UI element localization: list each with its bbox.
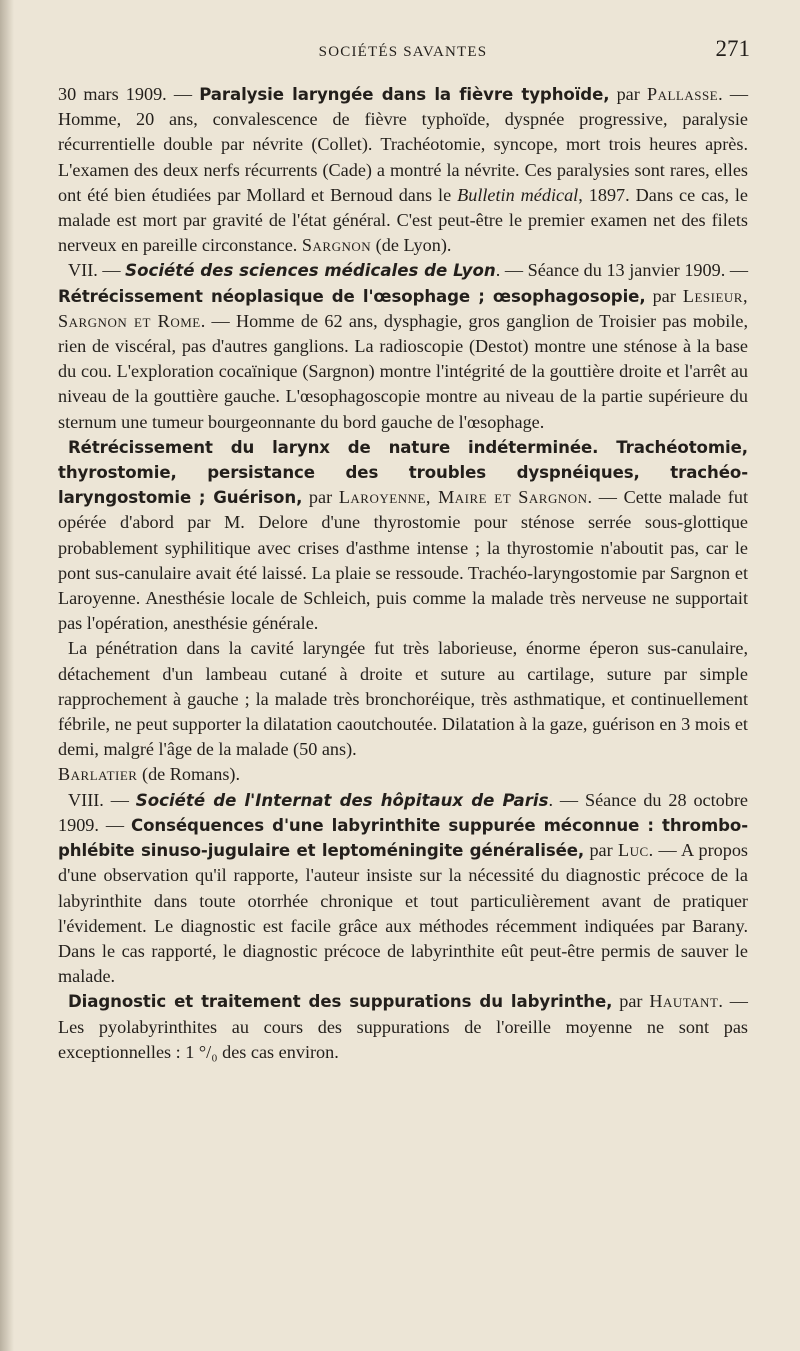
entry-text: . — Homme de 62 ans, dysphagie, gros ganglion de Troisier pas mobile, rien de viscéral, pas d'autres ganglions. La radioscopie (Destot) montre une sténose à la base du cou. L'exploration cocaïnique (Sargnon) montre l'intégrité de la gouttière droite et l'arrêt au niveau de la gouttière gauche. L'œsophagoscopie montre au niveau de la partie supérieure du sternum une tumeur bourgeonnante du bord gauche de l'œsophage. bbox=[58, 310, 748, 432]
paragraph-penetration bbox=[58, 636, 748, 762]
section-number: VII. — bbox=[68, 260, 126, 281]
page-edge-shadow bbox=[0, 0, 14, 1351]
entry-text: , 1897. Dans ce cas, le malade est mort par gravité de l'état général. C'est peut-être le premier examen net des filets nerveux en pareille circonstance. bbox=[58, 184, 749, 256]
book-page bbox=[58, 30, 748, 1065]
signature-place: (de Lyon). bbox=[371, 235, 452, 256]
entry-text: . — A propos d'une observation qu'il rapporte, l'auteur insiste sur la nécessité du diagnostic précoce de la labyrinthite dans toute otorrhée chronique et tout particulièrement avant de pratiquer l'évidement. Le diagnostic est facile grâce aux méthodes récemment indiquées par Barany. Dans le cas rapporté, le diagnostic précoce de labyrinthite eût peut-être permis de sauver le malade. bbox=[58, 840, 748, 987]
entry-author: Pallasse bbox=[646, 84, 719, 104]
by-word: par bbox=[612, 991, 650, 1012]
paragraph-diagnostic bbox=[58, 989, 748, 1065]
by-word: par bbox=[584, 840, 618, 861]
entry-text: . — Homme, 20 ans, convalescence de fièvre typhoïde, dyspnée progressive, paralysie récurrentielle double par névrite (Collet). Trachéotomie, syncope, mort trois heures après. L'examen des deux nerfs récurrents (Cade) a montré la névrite. Ces paralysies sont rares, elles ont été bien étudiées par Mollard et Bernoud dans le bbox=[58, 84, 749, 205]
entry-text: . — Cette malade fut opérée d'abord par M. Delore d'une thyrostomie pour sténose serrée sous-glottique probablement syphilitique avec crises d'asthme intense ; la thyrostomie n'aboutit pas, car le pont sus-canulaire avait été laissé. La plaie se ressoude. Trachéo-laryngostomie par Sargnon et Laroyenne. Anesthésie locale de Schleich, puis comme la malade très nerveuse ne supportait pas l'opération, anesthésie générale. bbox=[58, 487, 748, 634]
paragraph-paralysie bbox=[58, 82, 748, 258]
by-word: par bbox=[302, 487, 339, 508]
body-text bbox=[58, 82, 748, 1065]
entry-title: Diagnostic et traitement des suppurations du labyrinthe, bbox=[68, 992, 613, 1012]
section-number: VIII. — bbox=[68, 789, 136, 810]
by-word: par bbox=[645, 285, 683, 306]
signature-author: Sargnon bbox=[301, 235, 372, 256]
paragraph-retrecissement-larynx bbox=[58, 435, 748, 637]
paragraph-section-vii bbox=[58, 258, 748, 434]
entry-text: La pénétration dans la cavité laryngée fut très laborieuse, énorme éperon sus-canulaire, détachement d'un lambeau cutané à droite et suture au cartilage, suture par simple rapprochement à gauche ; la malade très bronchoréique, très asthmatique, et continuellement fébrile, ne peut supporter la dilatation caoutchoutée. Dilatation à la gaze, guérison en 3 mois et demi, malgré l'âge de la malade (50 ans). bbox=[58, 638, 748, 760]
entry-authors: Laroyenne, Maire et Sargnon bbox=[338, 487, 588, 508]
entry-author: Hautant bbox=[649, 991, 719, 1012]
entry-authors: Lesieur, Sargnon et Rome bbox=[58, 285, 748, 331]
entry-title: Paralysie laryngée dans la fièvre typhoïde, bbox=[199, 85, 610, 104]
entry-text: . — Les pyolabyrinthites au cours des suppurations de l'oreille moyenne ne sont pas exceptionnelles : 1 °/₀ des cas environ. bbox=[58, 991, 748, 1062]
entry-title: Conséquences d'une labyrinthite suppurée méconnue : thrombo-phlébite sinuso-jugulaire et leptoméningite généralisée, bbox=[58, 815, 748, 861]
signature-line bbox=[58, 762, 748, 787]
entry-title: Rétrécissement néoplasique de l'œsophage ; œsophagosopie, bbox=[58, 286, 646, 306]
session-date: . — Séance du 13 janvier 1909. — bbox=[495, 260, 749, 281]
society-name: Société des sciences médicales de Lyon bbox=[125, 261, 496, 281]
running-head bbox=[58, 30, 748, 70]
session-date: . — Séance du 28 octobre 1909. — bbox=[58, 789, 748, 835]
paragraph-section-viii bbox=[58, 788, 748, 990]
by-word: par bbox=[609, 84, 647, 104]
page-number: 271 bbox=[715, 36, 750, 61]
journal-name: Bulletin médical bbox=[457, 184, 579, 205]
signature-author: Barlatier bbox=[58, 764, 138, 785]
entry-author: Luc bbox=[618, 840, 649, 861]
society-name: Société de l'Internat des hôpitaux de Paris bbox=[135, 790, 549, 810]
signature-place: (de Romans). bbox=[137, 764, 241, 785]
entry-date: 30 mars 1909. — bbox=[58, 84, 200, 104]
entry-title: Rétrécissement du larynx de nature indéterminée. Trachéotomie, thyrostomie, persistance des troubles dyspnéiques, trachéo-laryngostomie ; Guérison, bbox=[58, 437, 748, 508]
running-title: SOCIÉTÉS SAVANTES bbox=[318, 44, 488, 60]
